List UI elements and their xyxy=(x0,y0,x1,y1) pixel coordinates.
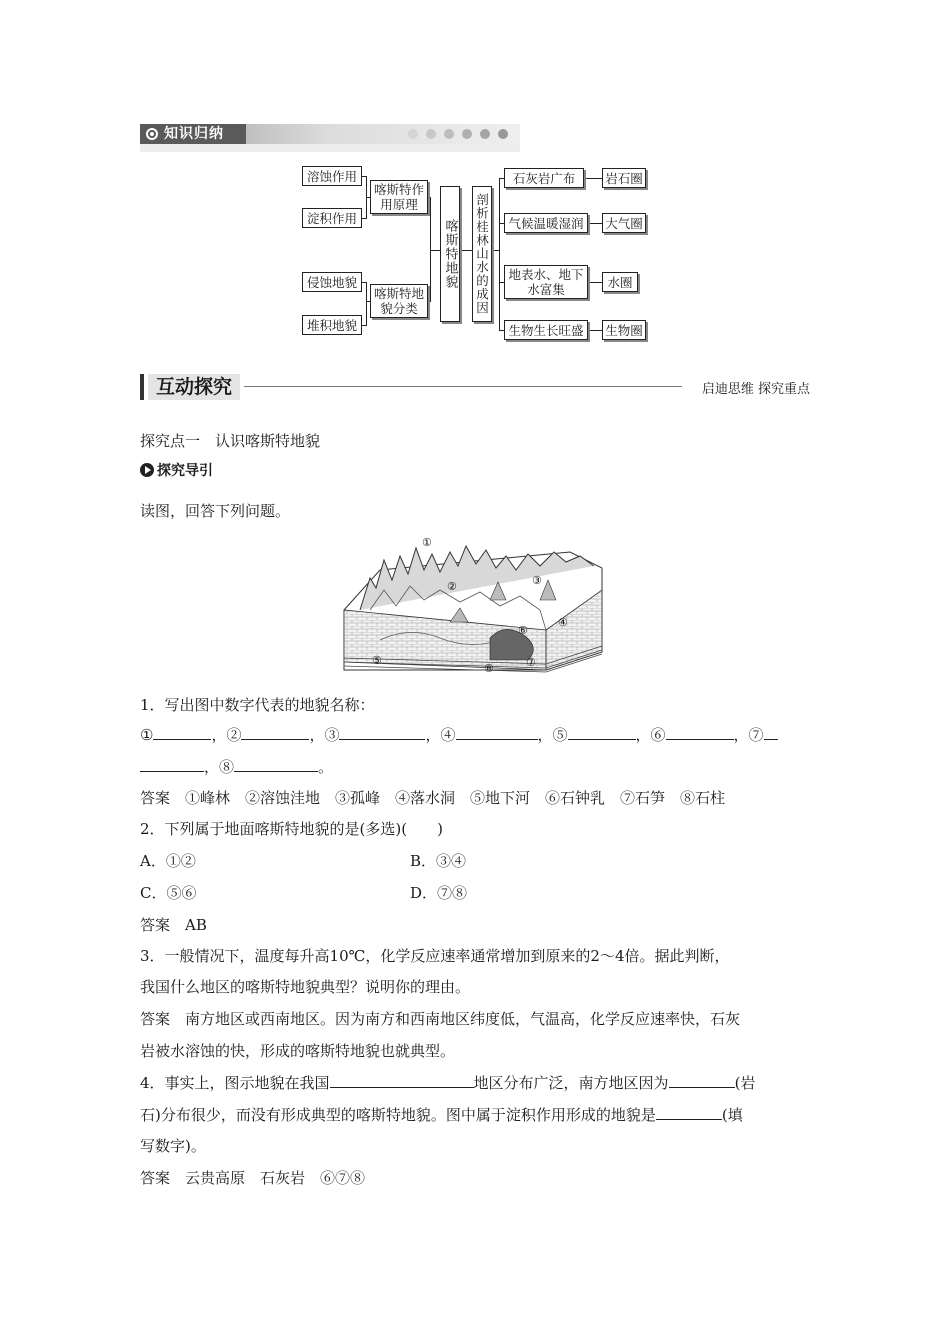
blank-label: ，⑥ xyxy=(635,726,666,744)
connector xyxy=(586,178,602,179)
label-7: ⑦ xyxy=(526,656,536,669)
question-1-blanks-line2 xyxy=(140,756,333,778)
answer-blank[interactable] xyxy=(656,1104,722,1120)
blank-label: ，⑧ xyxy=(204,758,235,776)
factor-limestone: 石灰岩广布 xyxy=(504,168,584,188)
node-dissolution: 溶蚀作用 xyxy=(302,166,362,186)
node-deposition: 淀积作用 xyxy=(302,208,362,228)
knowledge-title: 知识归纳 xyxy=(164,126,224,142)
question-1: 1．写出图中数字代表的地貌名称： xyxy=(140,696,375,714)
question-3-line1: 3．一般情况下，温度每升高10℃，化学反应速率通常增加到原来的2～4倍。据此判断， xyxy=(140,947,730,965)
play-icon xyxy=(140,463,154,477)
answer-1: 答案 ①峰林 ②溶蚀洼地 ③孤峰 ④落水洞 ⑤地下河 ⑥石钟乳 ⑦石笋 ⑧石柱 xyxy=(140,789,726,807)
question-4-line3: 写数字)。 xyxy=(140,1137,206,1155)
guide-label: 探究导引 xyxy=(157,463,213,479)
connector xyxy=(366,197,370,198)
q4-text: (岩 xyxy=(734,1074,756,1092)
node-erosion-landform: 侵蚀地貌 xyxy=(302,272,362,292)
blank-label: 。 xyxy=(318,758,334,776)
connector xyxy=(590,330,602,331)
q4-text: 地区分布广泛，南方地区因为 xyxy=(473,1074,669,1092)
connector xyxy=(499,178,504,179)
explore-point: 探究点一 认识喀斯特地貌 xyxy=(140,432,321,450)
label-6: ⑥ xyxy=(518,624,528,637)
blank-label: ① xyxy=(140,726,154,744)
node-cause: 剖析桂林山水的成因 xyxy=(472,186,492,322)
blank-label: ，③ xyxy=(309,726,340,744)
connector xyxy=(499,282,504,283)
question-4-line1 xyxy=(140,1072,755,1094)
factor-biology: 生物生长旺盛 xyxy=(504,320,588,340)
answer-blank[interactable] xyxy=(234,756,318,772)
guide-heading xyxy=(140,460,213,482)
node-karst: 喀斯特地貌 xyxy=(440,186,460,322)
q4-text: 4．事实上，图示地貌在我国 xyxy=(140,1074,330,1092)
question-3-line2: 我国什么地区的喀斯特地貌典型？说明你的理由。 xyxy=(140,978,471,996)
sphere-hydrosphere: 水圈 xyxy=(602,272,638,292)
connector xyxy=(499,330,504,331)
answer-blank[interactable] xyxy=(330,1072,474,1088)
answer-blank[interactable] xyxy=(241,724,309,740)
connector xyxy=(366,301,370,302)
answer-blank[interactable] xyxy=(666,724,734,740)
option-b[interactable]: B．③④ xyxy=(410,852,467,870)
karst-landform-figure xyxy=(340,530,610,678)
factor-climate: 气候温暖湿润 xyxy=(504,213,588,233)
answer-2: 答案 AB xyxy=(140,916,207,934)
label-5: ⑤ xyxy=(372,654,382,667)
question-4-line2 xyxy=(140,1104,743,1126)
section-header xyxy=(140,372,810,404)
option-c[interactable]: C．⑤⑥ xyxy=(140,884,197,902)
answer-blank[interactable] xyxy=(339,724,425,740)
connector xyxy=(366,282,367,326)
label-1: ① xyxy=(422,536,432,549)
section-subtitle: 启迪思维 探究重点 xyxy=(701,382,810,397)
blank-label: ，⑤ xyxy=(537,726,568,744)
label-8: ⑧ xyxy=(484,662,494,675)
label-4: ④ xyxy=(558,616,568,629)
q4-text: (填 xyxy=(721,1106,743,1124)
answer-blank[interactable] xyxy=(140,756,204,772)
answer-4: 答案 云贵高原 石灰岩 ⑥⑦⑧ xyxy=(140,1169,366,1187)
connector xyxy=(499,178,500,331)
answer-blank[interactable] xyxy=(153,724,211,740)
section-rule xyxy=(244,386,682,387)
option-d[interactable]: D．⑦⑧ xyxy=(410,884,468,902)
factor-water: 地表水、地下水富集 xyxy=(504,265,588,299)
sphere-lithosphere: 岩石圈 xyxy=(602,168,646,188)
blank-label: ，⑦ xyxy=(733,726,764,744)
node-principle: 喀斯特作用原理 xyxy=(370,180,428,214)
question-1-blanks-line1 xyxy=(140,724,778,746)
answer-3-line1: 答案 南方地区或西南地区。因为南方和西南地区纬度低，气温高，化学反应速率快，石灰 xyxy=(140,1010,741,1028)
connector xyxy=(590,282,602,283)
blank-label: ，② xyxy=(211,726,242,744)
option-a[interactable]: A．①② xyxy=(140,852,196,870)
answer-blank[interactable] xyxy=(568,724,636,740)
blank-label: ，④ xyxy=(425,726,456,744)
connector xyxy=(590,223,602,224)
read-figure-instruction: 读图，回答下列问题。 xyxy=(140,502,291,520)
label-2: ② xyxy=(447,580,457,593)
connector xyxy=(462,250,472,251)
answer-blank[interactable] xyxy=(456,724,538,740)
answer-blank[interactable] xyxy=(764,724,778,740)
connector xyxy=(430,250,440,251)
sphere-biosphere: 生物圈 xyxy=(602,320,646,340)
sphere-atmosphere: 大气圈 xyxy=(602,213,646,233)
connector xyxy=(499,223,504,224)
concept-diagram xyxy=(0,0,950,360)
node-classification: 喀斯特地貌分类 xyxy=(370,284,428,318)
question-2: 2．下列属于地面喀斯特地貌的是(多选)( ) xyxy=(140,820,443,838)
section-bar xyxy=(140,374,144,400)
answer-blank[interactable] xyxy=(669,1072,735,1088)
label-3: ③ xyxy=(532,574,542,587)
q4-text: 石)分布很少，而没有形成典型的喀斯特地貌。图中属于淀积作用形成的地貌是 xyxy=(140,1106,656,1124)
section-title: 互动探究 xyxy=(148,374,240,400)
answer-3-line2: 岩被水溶蚀的快，形成的喀斯特地貌也就典型。 xyxy=(140,1042,456,1060)
node-accumulation-landform: 堆积地貌 xyxy=(302,315,362,335)
